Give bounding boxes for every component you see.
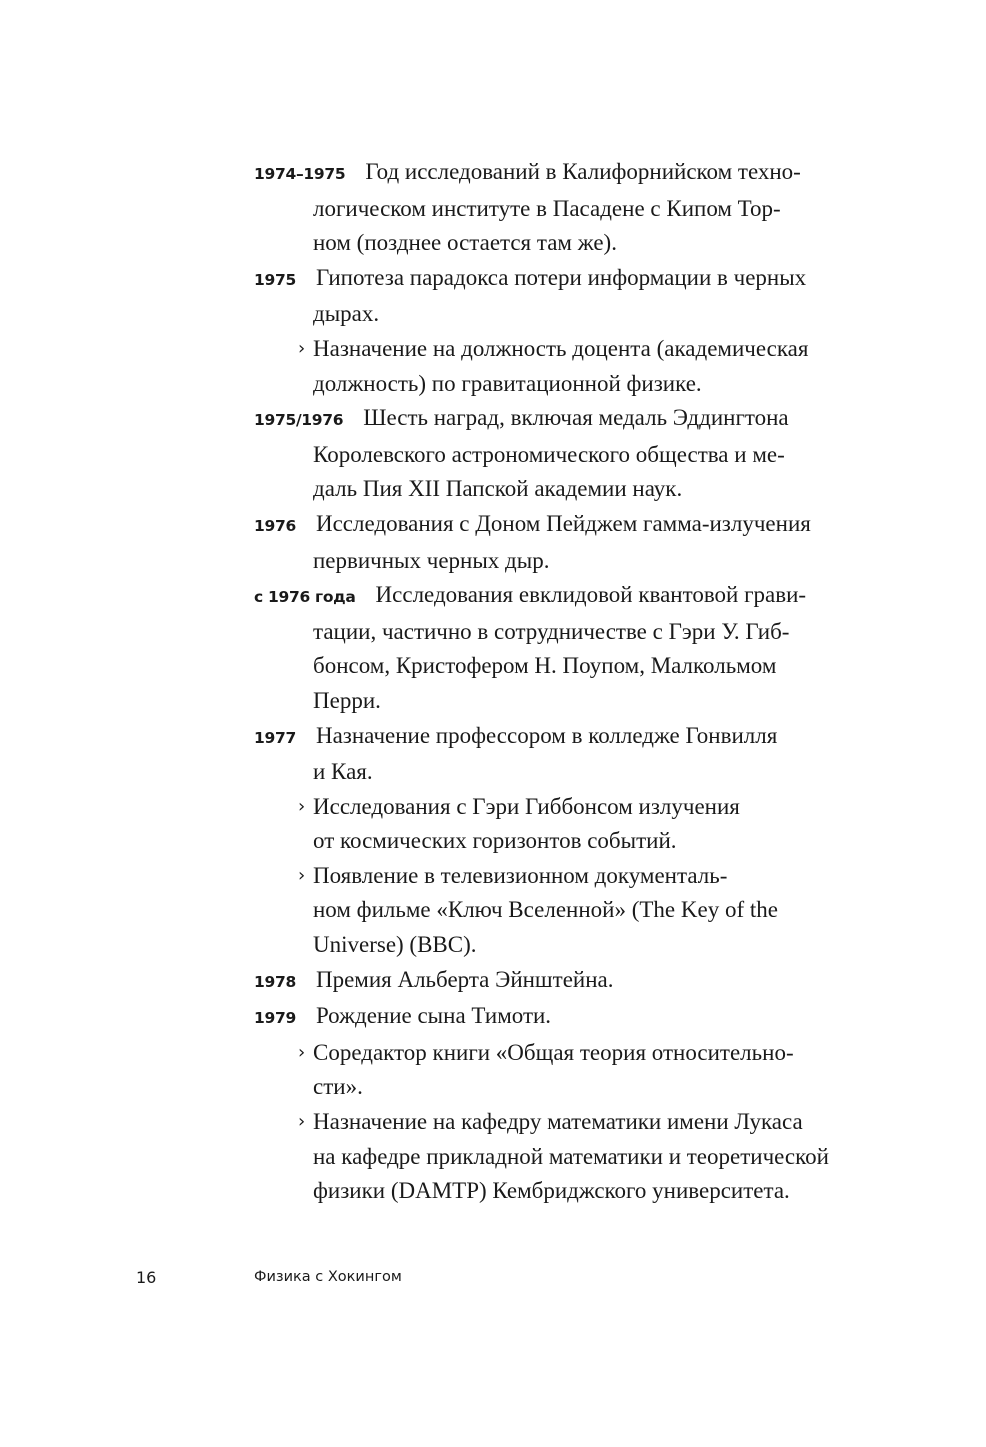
chronology-list (254, 155, 864, 1209)
sub-item-line (254, 824, 864, 859)
sub-item-line (254, 367, 864, 402)
entry-text-line (254, 297, 864, 332)
entry-text: Перри. (313, 687, 381, 713)
entry-year: с 1976 года (254, 588, 356, 607)
chevron-right-icon: › (298, 864, 306, 886)
page-number: 16 (136, 1268, 157, 1287)
entry-first-line (254, 261, 864, 298)
entry-text-line (254, 615, 864, 650)
entry-first-line (254, 155, 864, 192)
chronology-entry (254, 401, 864, 507)
entry-year: 1978 (254, 972, 296, 991)
entry-year: 1976 (254, 516, 296, 535)
entry-text-line (254, 684, 864, 719)
sub-item-text: от космических горизонтов событий. (313, 828, 677, 854)
sub-item-line (254, 1036, 864, 1071)
entry-text-line (254, 192, 864, 227)
entry-text: логическом институте в Пасадене с Кипом Тор- (313, 195, 781, 221)
entry-text: дырах. (313, 301, 380, 327)
sub-item-line (254, 859, 864, 894)
sub-item-text: ном фильме «Ключ Вселенной» (The Key of the (313, 897, 778, 923)
chronology-entry (254, 963, 864, 1000)
entry-text: Шесть наград, включая медаль Эддингтона (363, 405, 789, 431)
entry-text: первичных черных дыр. (313, 547, 550, 573)
chronology-entry (254, 578, 864, 718)
sub-item-line (254, 1105, 864, 1140)
entry-year: 1974–1975 (254, 165, 346, 183)
entry-year: 1975 (254, 270, 296, 289)
chronology-entry (254, 999, 864, 1209)
sub-item-line (254, 893, 864, 928)
entry-first-line (254, 999, 864, 1036)
sub-item-text: должность) по гравитационной физике. (313, 370, 702, 396)
entry-text: даль Пия XII Папской академии наук. (313, 476, 683, 502)
entry-text-line (254, 755, 864, 790)
chronology-entry (254, 719, 864, 963)
entry-text: Год исследований в Калифорнийском техно- (365, 159, 801, 184)
sub-item-line (254, 928, 864, 963)
entry-text: Премия Альберта Эйнштейна. (315, 966, 614, 992)
sub-item-line (254, 790, 864, 825)
sub-item-line (254, 332, 864, 367)
entry-text: ном (позднее остается там же). (313, 230, 617, 256)
sub-item-text: Появление в телевизионном документаль- (313, 862, 728, 888)
entry-text: Рождение сына Тимоти. (315, 1003, 552, 1029)
chevron-right-icon: › (298, 1111, 306, 1133)
sub-item-text: на кафедре прикладной математики и теоретической (313, 1143, 829, 1169)
chronology-entry (254, 507, 864, 578)
chevron-right-icon: › (298, 795, 306, 817)
entry-text: и Кая. (313, 759, 373, 785)
sub-item-text: Назначение на кафедру математики имени Лукаса (313, 1109, 803, 1135)
sub-item-text: Соредактор книги «Общая теория относительно- (313, 1039, 794, 1065)
entry-text: тации, частично в сотрудничестве с Гэри У. Гиб- (313, 618, 790, 644)
entry-text: Исследования евклидовой квантовой грави- (375, 582, 807, 608)
sub-item-line (254, 1174, 864, 1209)
entry-first-line (254, 963, 864, 1000)
entry-first-line (254, 507, 864, 544)
sub-item-text: физики (DAMTP) Кембриджского университета. (313, 1178, 790, 1204)
entry-text-line (254, 544, 864, 579)
entry-text: Назначение профессором в колледже Гонвилля (315, 722, 778, 748)
chevron-right-icon: › (298, 337, 306, 359)
sub-item-line (254, 1070, 864, 1105)
entry-text: бонсом, Кристофером Н. Поупом, Малкольмом (313, 653, 777, 679)
entry-first-line (254, 719, 864, 756)
entry-text: Гипотеза парадокса потери информации в черных (315, 264, 807, 290)
sub-item-text: Назначение на должность доцента (академическая (313, 335, 809, 361)
entry-first-line (254, 401, 864, 438)
entry-text-line (254, 472, 864, 507)
entry-text-line (254, 226, 864, 261)
entry-year: 1979 (254, 1009, 296, 1028)
sub-item-text: Исследования с Гэри Гиббонсом излучения (313, 793, 740, 819)
entry-year: 1977 (254, 728, 296, 747)
sub-item-text: сти». (313, 1074, 363, 1100)
sub-item-line (254, 1140, 864, 1175)
entry-year: 1975/1976 (254, 411, 344, 430)
entry-text-line (254, 438, 864, 473)
chronology-entry (254, 155, 864, 261)
chevron-right-icon: › (298, 1041, 306, 1063)
entry-text: Исследования с Доном Пейджем гамма-излучения (315, 510, 811, 536)
sub-item-text: Universe) (BBC). (313, 932, 477, 958)
entry-text-line (254, 649, 864, 684)
running-footer-title: Физика с Хокингом (254, 1269, 402, 1285)
entry-text: Королевского астрономического общества и ме- (313, 441, 785, 467)
entry-first-line (254, 578, 864, 615)
chronology-entry (254, 261, 864, 401)
